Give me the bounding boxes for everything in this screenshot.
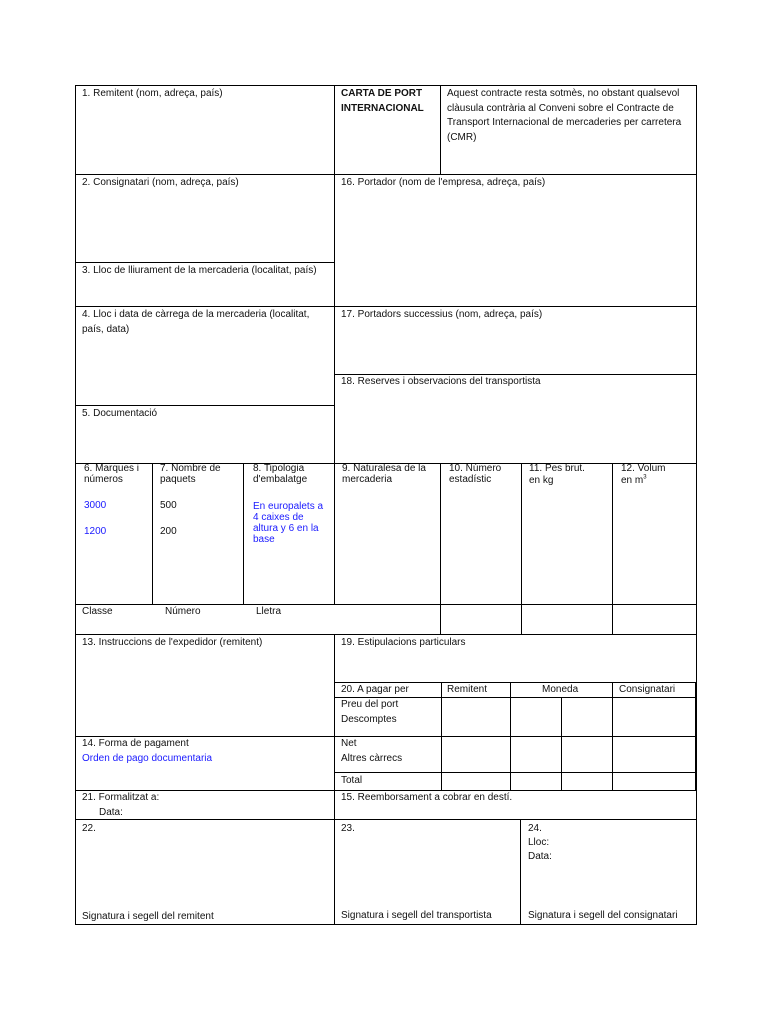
box21-label: 21. Formalitzat a: xyxy=(82,792,160,803)
packages-value-2: 200 xyxy=(160,526,177,537)
box2-label: 2. Consignatari (nom, adreça, país) xyxy=(82,177,239,188)
col8-label-line1: 8. Tipologia xyxy=(253,463,305,474)
box19-label: 19. Estipulacions particulars xyxy=(341,637,466,648)
col8-label-line2: d'embalatge xyxy=(253,474,308,485)
box5-label: 5. Documentació xyxy=(82,408,158,419)
box3-label: 3. Lloc de lliurament de la mercaderia (localitat, país) xyxy=(82,265,317,276)
consignee-signature-label: Signatura i segell del consignatari xyxy=(528,910,678,921)
payment-right-edge xyxy=(695,682,696,790)
col12-volume[interactable] xyxy=(613,464,697,634)
contract-text: Aquest contracte resta sotmès, no obstant qualsevol clàusula contrària al Conveni sobre el Contracte de Transport Internacional de mercaderies per carretera (CMR) xyxy=(447,88,682,143)
col6-label-line2: números xyxy=(84,474,123,485)
box16-carrier[interactable] xyxy=(335,175,697,306)
col9-nature[interactable] xyxy=(335,464,441,634)
carrier-signature-label: Signatura i segell del transportista xyxy=(341,910,492,921)
remitent-header: Remitent xyxy=(447,684,488,695)
box15-label: 15. Reemborsament a cobrar en destí. xyxy=(341,792,513,803)
payment-row3-line xyxy=(335,772,697,773)
classe-label: Classe xyxy=(82,606,113,617)
col10-label-line1: 10. Número xyxy=(449,463,502,474)
box23-label: 23. xyxy=(341,823,355,834)
box14-value: Orden de pago documentaria xyxy=(82,753,213,764)
col12-label-line2: en $m^3$ xyxy=(621,474,647,486)
descomptes-label: Descomptes xyxy=(341,714,397,725)
col10-statistical[interactable] xyxy=(441,464,522,634)
box24-date-label: Data: xyxy=(528,851,552,862)
col10-label-line2: estadístic xyxy=(449,474,492,485)
box4-label-line1: 4. Lloc i data de càrrega de la mercaderia (localitat, xyxy=(82,309,310,320)
altres-label: Altres càrrecs xyxy=(341,753,403,764)
sender-signature-label: Signatura i segell del remitent xyxy=(82,911,214,922)
box13-instructions[interactable] xyxy=(75,635,335,737)
box20-label: 20. A pagar per xyxy=(341,684,409,695)
preu-label: Preu del port xyxy=(341,699,399,710)
box13-label: 13. Instruccions de l'expedidor (remitent) xyxy=(82,637,263,648)
box21-date-label: Data: xyxy=(99,807,123,818)
col11-label-line2: en kg xyxy=(529,475,554,486)
mark-value-1: 3000 xyxy=(84,500,107,511)
col7-label-line2: paquets xyxy=(160,474,196,485)
col6-label-line1: 6. Marques i xyxy=(84,463,140,474)
box24-place-label: Lloc: xyxy=(528,837,550,848)
box14-label: 14. Forma de pagament xyxy=(82,738,189,749)
col7-label-line1: 7. Nombre de xyxy=(160,463,221,474)
document-title-line2: INTERNACIONAL xyxy=(341,103,424,114)
cubic-superscript: 3 xyxy=(643,474,647,481)
col9-label-line2: mercaderia xyxy=(342,474,393,485)
box16-label: 16. Portador (nom de l'empresa, adreça, país) xyxy=(341,177,546,188)
col12-label-line1: 12. Volum xyxy=(621,463,666,474)
box17-label: 17. Portadors successius (nom, adreça, país) xyxy=(341,309,543,320)
document-title-line1: CARTA DE PORT xyxy=(341,88,423,99)
col9-label-line1: 9. Naturalesa de la xyxy=(342,463,426,474)
box18-label: 18. Reserves i observacions del transportista xyxy=(341,376,541,387)
payment-col-moneda-b xyxy=(561,697,562,790)
moneda-header: Moneda xyxy=(542,684,579,695)
total-label: Total xyxy=(341,775,363,786)
net-label: Net xyxy=(341,738,357,749)
payment-row2-line xyxy=(335,736,697,737)
lletra-label: Lletra xyxy=(256,606,282,617)
box24-label: 24. xyxy=(528,823,542,834)
numero-label: Número xyxy=(165,606,201,617)
col11-label-line1: 11. Pes brut. xyxy=(529,463,585,474)
box1-label: 1. Remitent (nom, adreça, país) xyxy=(82,88,223,99)
payment-col-moneda-a xyxy=(510,682,511,790)
col11-weight[interactable] xyxy=(522,464,613,634)
packages-value-1: 500 xyxy=(160,500,177,511)
mark-value-2: 1200 xyxy=(84,526,107,537)
packaging-value: En europalets a 4 caixes de altura y 6 en la base xyxy=(253,501,324,545)
box22-label: 22. xyxy=(82,823,96,834)
consignatari-header: Consignatari xyxy=(619,684,676,695)
payment-col-remitent xyxy=(441,682,442,790)
box4-label-line2: país, data) xyxy=(82,324,130,335)
payment-col-consignatari xyxy=(612,682,613,790)
